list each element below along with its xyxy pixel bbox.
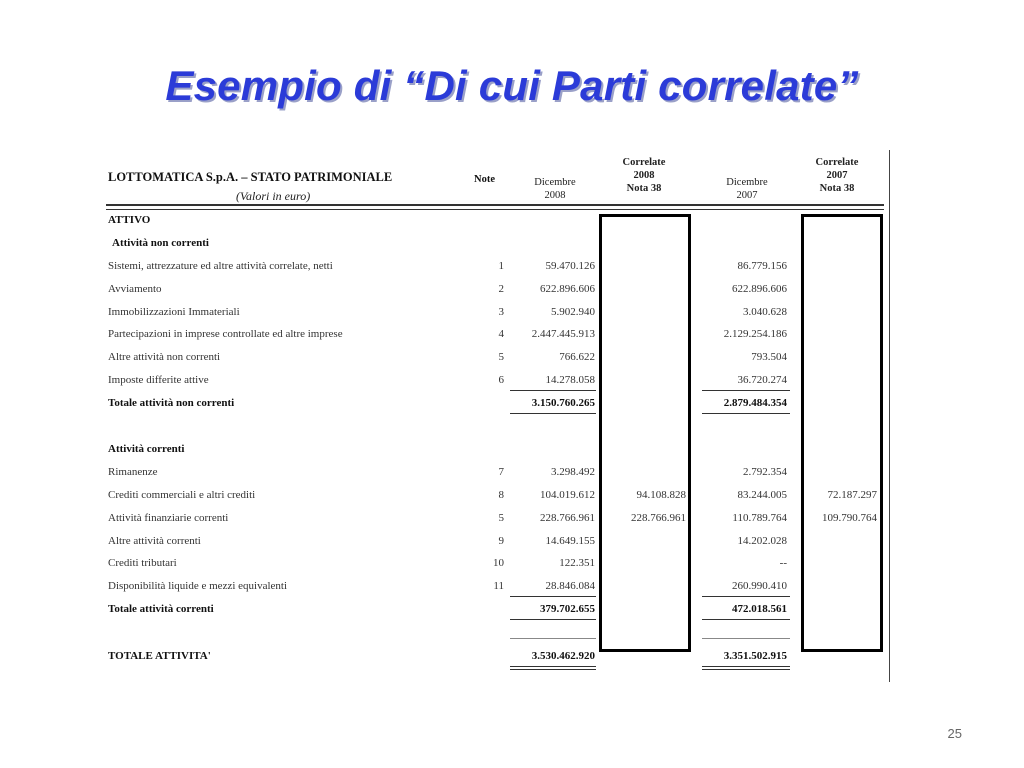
row-label-attivita-non-correnti: Attività non correnti — [112, 237, 209, 249]
row-value-dic2007: 622.896.606 — [732, 283, 787, 295]
subtotal-rule — [702, 596, 790, 597]
row-note: 2 — [498, 283, 504, 295]
row-label: Attività finanziarie correnti — [108, 512, 229, 524]
row-label: Immobilizzazioni Immateriali — [108, 306, 240, 318]
row-value-dic2007: 14.202.028 — [737, 535, 787, 547]
row-note: 11 — [493, 580, 504, 592]
spacer-rule — [702, 638, 790, 639]
row-label: Crediti commerciali e altri crediti — [108, 489, 256, 501]
row-value-dic2008: 766.622 — [559, 351, 595, 363]
row-value-dic2008: 379.702.655 — [540, 603, 595, 615]
spacer-rule — [510, 638, 596, 639]
row-note: 5 — [498, 351, 504, 363]
row-value-dic2007: 793.504 — [751, 351, 787, 363]
row-label: Imposte differite attive — [108, 374, 209, 386]
header-correlate-2008 — [601, 156, 687, 195]
table-subtitle: (Valori in euro) — [236, 189, 311, 203]
highlight-box-correlate-2007 — [801, 214, 883, 652]
row-value-dic2007: 2.879.484.354 — [723, 397, 787, 409]
row-value-dic2007: 3.040.628 — [743, 306, 787, 318]
highlight-box-correlate-2008 — [599, 214, 691, 652]
row-note: 8 — [498, 489, 504, 501]
row-note: 10 — [493, 557, 504, 569]
header-dicembre-2008 — [512, 176, 598, 202]
row-value-correlate2008: 94.108.828 — [636, 489, 686, 501]
row-label-grand-total: TOTALE ATTIVITA' — [108, 650, 211, 662]
header-correlate-2007-line2: 2007 — [826, 170, 848, 181]
row-label: Partecipazioni in imprese controllate ed altre imprese — [108, 328, 343, 340]
row-label: Rimanenze — [108, 466, 158, 478]
row-value-dic2007: 260.990.410 — [732, 580, 787, 592]
row-value-correlate2008: 228.766.961 — [631, 512, 686, 524]
row-value-dic2007: 2.792.354 — [743, 466, 787, 478]
grand-total-rule — [510, 669, 596, 670]
slide-title: Esempio di “Di cui Parti correlate” — [165, 62, 859, 109]
row-value-dic2008: 3.150.760.265 — [531, 397, 595, 409]
header-dicembre-2007 — [704, 176, 790, 202]
row-value-dic2007: 86.779.156 — [737, 260, 787, 272]
row-value-dic2008: 104.019.612 — [540, 489, 595, 501]
row-value-dic2008: 3.298.492 — [551, 466, 595, 478]
row-note: 4 — [498, 328, 504, 340]
row-value-correlate2007: 72.187.297 — [827, 489, 877, 501]
header-correlate-2008-line2: 2008 — [633, 170, 655, 181]
row-note: 7 — [498, 466, 504, 478]
grand-total-rule — [510, 666, 596, 667]
header-rule-bottom — [106, 209, 884, 210]
row-note: 9 — [498, 535, 504, 547]
row-value-dic2008: 2.447.445.913 — [531, 328, 595, 340]
row-value-dic2008: 228.766.961 — [540, 512, 595, 524]
row-note: 6 — [498, 374, 504, 386]
row-value-dic2008: 59.470.126 — [545, 260, 595, 272]
row-value-dic2007: 110.789.764 — [732, 512, 787, 524]
total-rule — [702, 619, 790, 620]
row-label: Sistemi, attrezzature ed altre attività correlate, netti — [108, 260, 333, 272]
right-border-line — [889, 150, 890, 682]
row-value-dic2007: 36.720.274 — [737, 374, 787, 386]
header-dicembre-2007-line1: Dicembre — [726, 177, 768, 188]
page-number: 25 — [947, 726, 962, 741]
header-correlate-2007 — [794, 156, 880, 195]
row-value-dic2008: 5.902.940 — [551, 306, 595, 318]
row-note: 1 — [498, 260, 504, 272]
row-note: 3 — [498, 306, 504, 318]
row-label: Disponibilità liquide e mezzi equivalenti — [108, 580, 288, 592]
row-value-dic2008: 3.530.462.920 — [531, 650, 595, 662]
row-label-total: Totale attività correnti — [108, 603, 214, 615]
grand-total-rule — [702, 666, 790, 667]
table-title: LOTTOMATICA S.p.A. – STATO PATRIMONIALE — [108, 170, 393, 184]
header-correlate-2007-line3: Nota 38 — [819, 183, 855, 194]
header-dicembre-2008-line2: 2008 — [544, 190, 566, 201]
total-rule — [510, 619, 596, 620]
header-correlate-2008-line1: Correlate — [622, 157, 666, 168]
row-label: Avviamento — [108, 283, 162, 295]
row-label: Altre attività correnti — [108, 535, 201, 547]
total-rule — [510, 413, 596, 414]
row-value-dic2008: 14.278.058 — [545, 374, 595, 386]
row-value-dic2008: 622.896.606 — [540, 283, 595, 295]
total-rule — [702, 413, 790, 414]
row-value-dic2007: -- — [779, 557, 787, 569]
subtotal-rule — [702, 390, 790, 391]
header-correlate-2007-line1: Correlate — [815, 157, 859, 168]
header-dicembre-2008-line1: Dicembre — [534, 177, 576, 188]
row-label: Altre attività non correnti — [108, 351, 221, 363]
subtotal-rule — [510, 596, 596, 597]
row-note: 5 — [498, 512, 504, 524]
row-value-dic2007: 3.351.502.915 — [723, 650, 787, 662]
header-note: Note — [474, 174, 495, 185]
row-value-correlate2007: 109.790.764 — [822, 512, 877, 524]
row-value-dic2007: 472.018.561 — [732, 603, 787, 615]
subtotal-rule — [510, 390, 596, 391]
row-value-dic2008: 14.649.155 — [545, 535, 595, 547]
row-label-attivita-correnti: Attività correnti — [108, 443, 185, 455]
row-label-total: Totale attività non correnti — [108, 397, 235, 409]
header-dicembre-2007-line2: 2007 — [736, 190, 758, 201]
header-correlate-2008-line3: Nota 38 — [626, 183, 662, 194]
row-label-attivo: ATTIVO — [108, 214, 151, 226]
grand-total-rule — [702, 669, 790, 670]
row-value-dic2008: 122.351 — [559, 557, 595, 569]
row-value-dic2007: 83.244.005 — [737, 489, 787, 501]
row-value-dic2007: 2.129.254.186 — [723, 328, 787, 340]
header-rule-top — [106, 204, 884, 206]
row-label: Crediti tributari — [108, 557, 177, 569]
row-value-dic2008: 28.846.084 — [545, 580, 595, 592]
